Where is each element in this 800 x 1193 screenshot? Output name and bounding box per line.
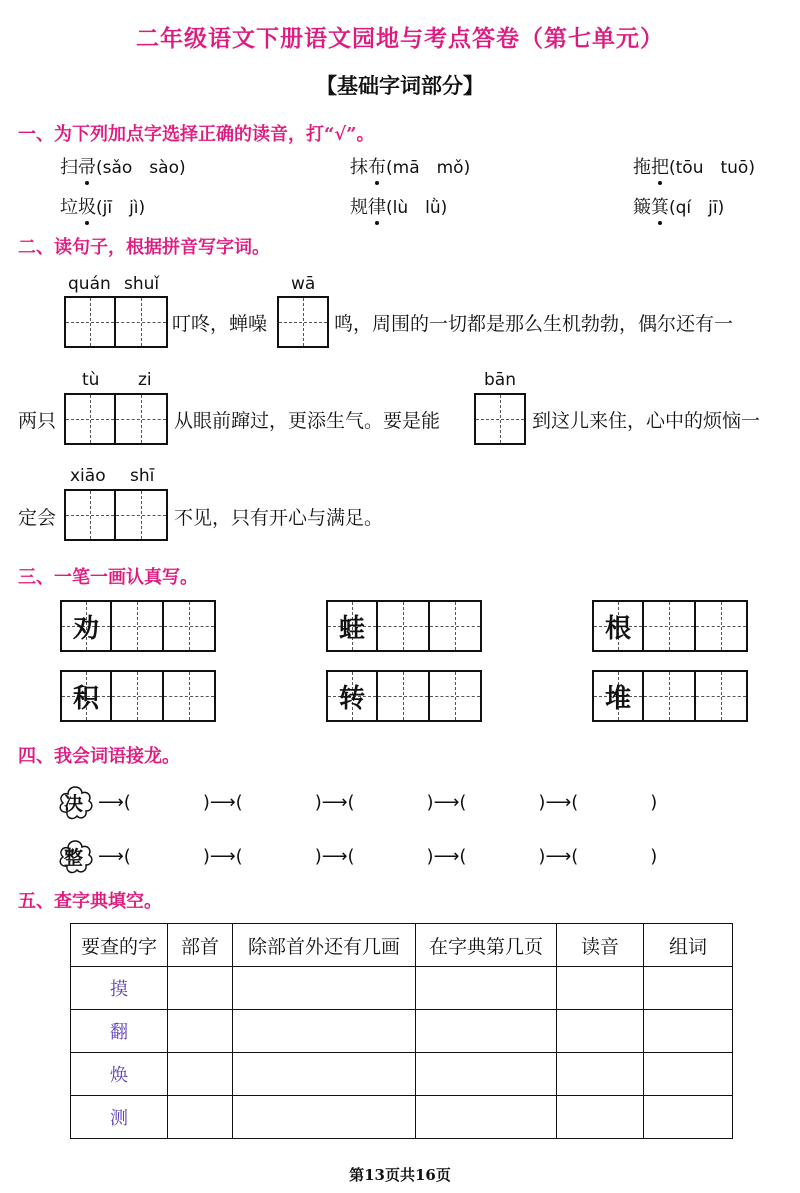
chain-start-char: 决 xyxy=(64,793,84,815)
pinyin-item-5: 规律(lù lǜ) xyxy=(350,193,447,219)
sentence-text: 叮咚，蝉噪 xyxy=(172,313,268,335)
answer-box-quanshui[interactable] xyxy=(64,296,168,348)
tianzige-cell[interactable] xyxy=(64,489,116,541)
table-row xyxy=(71,967,733,1010)
section4-heading: 四、我会词语接龙。 xyxy=(18,746,180,767)
writing-grid-4[interactable] xyxy=(60,670,216,722)
section1-heading: 一、为下列加点字选择正确的读音，打“√”。 xyxy=(18,124,375,145)
page-number: 第13页共16页 xyxy=(349,1166,451,1184)
model-char: 蛙 xyxy=(338,613,365,644)
pinyin-tu: tù xyxy=(82,370,100,390)
table-header-row xyxy=(71,924,733,967)
table-row xyxy=(71,1096,733,1139)
answer-box-wa[interactable] xyxy=(277,296,329,348)
pinyin-item-2: 抹布(mā mǒ) xyxy=(350,153,470,179)
sentence-text: 不见，只有开心与满足。 xyxy=(174,507,384,529)
table-header: 读音 xyxy=(557,924,644,967)
lookup-char: 焕 xyxy=(71,1053,168,1096)
tianzige-cell[interactable] xyxy=(277,296,329,348)
pinyin-shi: shī xyxy=(130,466,155,486)
lookup-char: 摸 xyxy=(71,967,168,1010)
sentence-text: 定会 xyxy=(18,507,57,529)
writing-grid-5[interactable] xyxy=(326,670,482,722)
lookup-char: 翻 xyxy=(71,1010,168,1053)
word-chain-row-2[interactable]: ⟶( )⟶( )⟶( )⟶( )⟶( ) xyxy=(98,846,658,867)
table-header: 组词 xyxy=(644,924,733,967)
writing-grid-6[interactable] xyxy=(592,670,748,722)
table-header: 要查的字 xyxy=(71,924,168,967)
section5-heading: 五、查字典填空。 xyxy=(18,891,162,912)
table-header: 部首 xyxy=(168,924,233,967)
tianzige-cell[interactable] xyxy=(474,393,526,445)
tianzige-cell[interactable] xyxy=(64,393,116,445)
pinyin-quan: quán xyxy=(68,274,111,294)
sentence-text: 到这儿来住，心中的烦恼一 xyxy=(532,410,761,432)
pinyin-item-4: 垃圾(jī jì) xyxy=(60,193,145,219)
tianzige-cell[interactable] xyxy=(116,296,168,348)
section2-heading: 二、读句子，根据拼音写字词。 xyxy=(18,237,270,258)
pinyin-item-6: 簸箕(qí jī) xyxy=(633,193,724,219)
model-char: 积 xyxy=(72,683,99,714)
lookup-char: 测 xyxy=(71,1096,168,1139)
model-char: 堆 xyxy=(604,683,631,714)
tianzige-cell[interactable] xyxy=(64,296,116,348)
pinyin-item-3: 拖把(tōu tuō) xyxy=(633,153,755,179)
writing-grid-1[interactable] xyxy=(60,600,216,652)
pinyin-item-1: 扫帚(sǎo sào) xyxy=(60,153,186,179)
pinyin-xiao: xiāo xyxy=(70,466,106,486)
sentence-text: 从眼前蹿过，更添生气。要是能 xyxy=(174,410,441,432)
page-title: 二年级语文下册语文园地与考点答卷（第七单元） xyxy=(136,25,664,52)
page-subtitle: 【基础字词部分】 xyxy=(316,73,484,98)
tianzige-cell[interactable] xyxy=(116,489,168,541)
answer-box-ban[interactable] xyxy=(474,393,526,445)
table-header: 除部首外还有几画 xyxy=(233,924,416,967)
model-char: 劝 xyxy=(72,613,99,644)
sentence-text: 两只 xyxy=(18,410,57,432)
model-char: 根 xyxy=(604,613,631,644)
table-row xyxy=(71,1053,733,1096)
pinyin-wa: wā xyxy=(291,274,316,294)
tianzige-cell[interactable] xyxy=(116,393,168,445)
writing-grid-3[interactable] xyxy=(592,600,748,652)
pinyin-ban: bān xyxy=(484,370,516,390)
answer-box-xiaoshi[interactable] xyxy=(64,489,168,541)
pinyin-shui: shuǐ xyxy=(124,274,160,294)
writing-grid-2[interactable] xyxy=(326,600,482,652)
chain-start-char: 整 xyxy=(64,847,84,869)
table-row xyxy=(71,1010,733,1053)
word-chain-row-1[interactable]: ⟶( )⟶( )⟶( )⟶( )⟶( ) xyxy=(98,792,658,813)
model-char: 转 xyxy=(338,683,365,714)
dictionary-table xyxy=(70,923,733,1139)
answer-box-tuzi[interactable] xyxy=(64,393,168,445)
sentence-text: 鸣，周围的一切都是那么生机勃勃，偶尔还有一 xyxy=(334,313,734,335)
section3-heading: 三、一笔一画认真写。 xyxy=(18,567,198,588)
table-header: 在字典第几页 xyxy=(416,924,557,967)
pinyin-zi: zi xyxy=(138,370,152,390)
